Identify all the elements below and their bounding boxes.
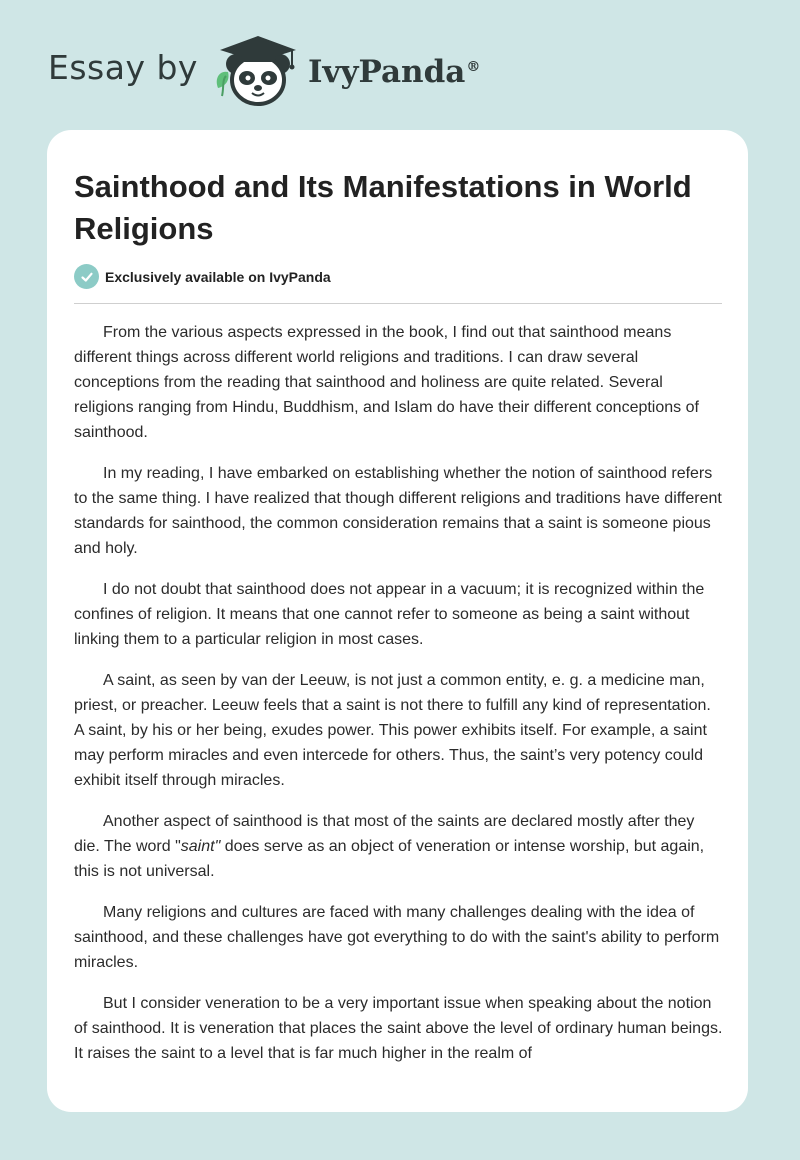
title-divider — [74, 303, 722, 304]
registered-mark: ® — [466, 58, 481, 75]
italic-word: saint" — [180, 838, 221, 855]
paragraph-5: Another aspect of sainthood is that most of the saints are declared mostly after they die. The word "saint" does serve as an object of veneration or intense worship, but again, this is not universal. — [74, 813, 705, 880]
panda-logo-icon — [212, 30, 304, 110]
paragraph-7: But I consider veneration to be a very important issue when speaking about the notion of sainthood. It is veneration that places the saint above the level of ordinary human beings. It raises the saint to a level that is far much higher in the realm of — [74, 995, 723, 1062]
paragraph-3: I do not doubt that sainthood does not appear in a vacuum; it is recognized within the confines of religion. It means that one cannot refer to someone as being a saint without linking them to a particular religion in most cases. — [74, 581, 705, 648]
site-header — [48, 30, 480, 110]
check-circle-icon — [74, 264, 99, 289]
exclusive-badge — [74, 264, 331, 289]
paragraph-4: A saint, as seen by van der Leeuw, is not just a common entity, e. g. a medicine man, priest, or preacher. Leeuw feels that a saint is not there to fulfill any kind of representation. A saint, by his or her being, exudes power. This power exhibits itself. For example, a saint may perform miracles and even intercede for others. Thus, the saint’s very potency could exhibit itself through miracles. — [74, 672, 711, 789]
paragraph-2: In my reading, I have embarked on establishing whether the notion of sainthood refers to the same thing. I have realized that though different religions and traditions have different standards for sainthood, the common consideration remains that a saint is someone pious and holy. — [74, 465, 722, 557]
paragraph-6: Many religions and cultures are faced with many challenges dealing with the idea of sainthood, and these challenges have got everything to do with the saint's ability to perform miracles. — [74, 904, 720, 971]
brand-name: IvyPanda® — [307, 54, 481, 90]
essay-body — [74, 320, 724, 1082]
essay-by-label: Essay by — [48, 47, 198, 87]
essay-title: Sainthood and Its Manifestations in World Religions — [74, 169, 692, 246]
essay-card — [47, 130, 748, 1112]
paragraph-1: From the various aspects expressed in the book, I find out that sainthood means different things across different world religions and traditions. I can draw several conceptions from the reading that sainthood and holiness are quite related. Several religions ranging from Hindu, Buddhism, and Islam do have their different conceptions of sainthood. — [74, 324, 699, 441]
exclusive-label: Exclusively available on IvyPanda — [105, 268, 331, 285]
